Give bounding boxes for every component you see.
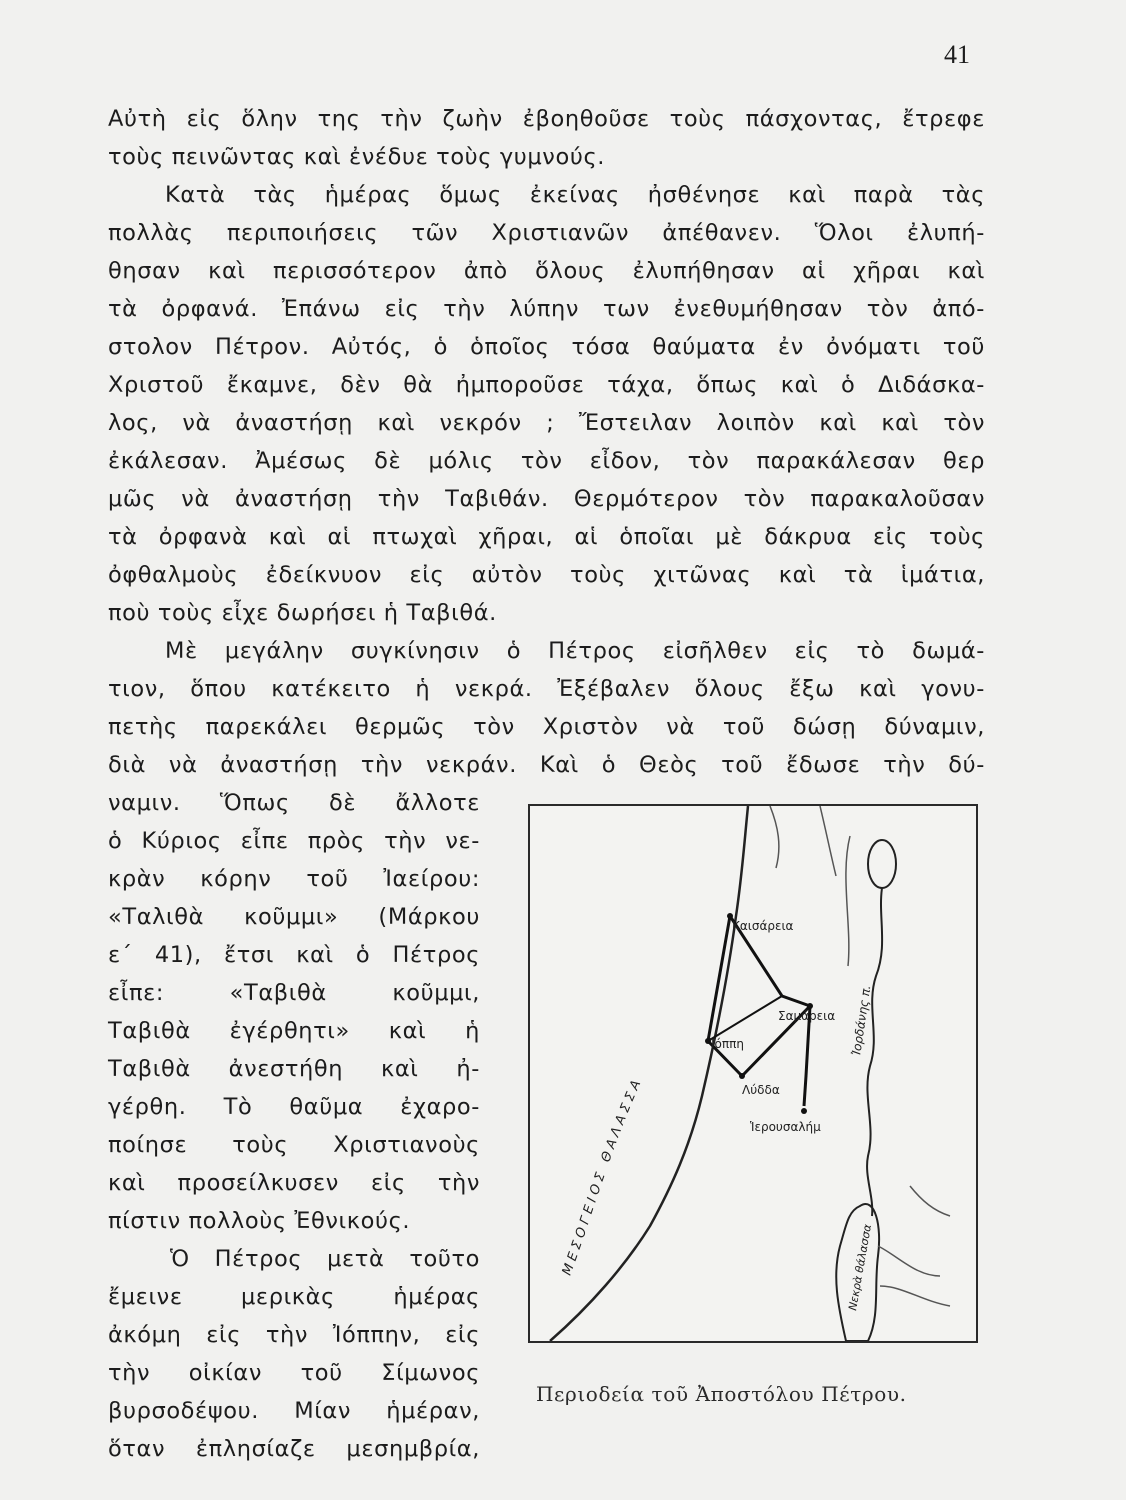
text-line: θησαν καὶ περισσότερον ἀπὸ ὅλους ἐλυπήθησαν αἱ χῆραι καὶ — [108, 258, 985, 284]
column-line: ὁ Κύριος εἶπε πρὸς τὴν νε- — [108, 828, 480, 854]
text-line: Αὐτὴ εἰς ὅλην της τὴν ζωὴν ἐβοηθοῦσε τοὺς πάσχοντας, ἔτρεφε — [108, 106, 985, 132]
column-line: ε΄ 41), ἔτσι καὶ ὁ Πέτρος — [108, 942, 480, 968]
column-line: εἶπε: «Ταβιθὰ κοῦμμι, — [108, 980, 480, 1006]
column-line: Ταβιθὰ ἐγέρθητι» καὶ ἡ — [108, 1018, 480, 1044]
column-line: ἔμεινε μερικὰς ἡμέρας — [108, 1284, 480, 1310]
text-line: μῶς νὰ ἀναστήσῃ τὴν Ταβιθάν. Θερμότερον τὸν παρακαλοῦσαν — [108, 486, 985, 512]
column-line: γέρθη. Τὸ θαῦμα ἐχαρο- — [108, 1094, 480, 1120]
text-line: Μὲ μεγάλην συγκίνησιν ὁ Πέτρος εἰσῆλθεν εἰς τὸ δωμά- — [165, 638, 985, 664]
text-line: ὀφθαλμοὺς ἐδείκνυον εἰς αὐτὸν τοὺς χιτῶνας καὶ τὰ ἱμάτια, — [108, 562, 985, 588]
route-map — [528, 804, 978, 1343]
column-line: πίστιν πολλοὺς Ἐθνικούς. — [108, 1208, 411, 1234]
text-line: ποὺ τοὺς εἶχε δωρήσει ἡ Ταβιθά. — [108, 600, 497, 626]
column-line: βυρσοδέψου. Μίαν ἡμέραν, — [108, 1398, 480, 1424]
text-line: στολον Πέτρον. Αὐτός, ὁ ὁποῖος τόσα θαύματα ἐν ὀνόματι τοῦ — [108, 334, 985, 360]
stream — [910, 1186, 950, 1216]
stream — [770, 806, 779, 868]
stream — [880, 1286, 950, 1306]
jordan-river — [867, 888, 882, 1216]
column-line: ἀκόμη εἰς τὴν Ἰόππην, εἰς — [108, 1322, 480, 1348]
text-line: τὰ ὀρφανά. Ἐπάνω εἰς τὴν λύπην των ἐνεθυμήθησαν τὸν ἀπό- — [108, 296, 985, 322]
text-line: Κατὰ τὰς ἡμέρας ὅμως ἐκείνας ἠσθένησε καὶ παρὰ τὰς — [165, 182, 985, 208]
text-line: τὰ ὀρφανὰ καὶ αἱ πτωχαὶ χῆραι, αἱ ὁποῖαι μὲ δάκρυα εἰς τοὺς — [108, 524, 985, 550]
column-line: ποίησε τοὺς Χριστιανοὺς — [108, 1132, 480, 1158]
place-dot — [801, 1108, 807, 1114]
text-line: τιον, ὅπου κατέκειτο ἡ νεκρά. Ἐξέβαλεν ὅλους ἔξω καὶ γονυ- — [108, 676, 985, 702]
text-line: λος, νὰ ἀναστήσῃ καὶ νεκρόν ; Ἔστειλαν λοιπὸν καὶ καὶ τὸν — [108, 410, 985, 436]
text-line: πετὴς παρεκάλει θερμῶς τὸν Χριστὸν νὰ τοῦ δώσῃ δύναμιν, — [108, 714, 985, 740]
text-line: τοὺς πεινῶντας καὶ ἐνέδυε τοὺς γυμνούς. — [108, 144, 606, 170]
column-line: ὅταν ἐπλησίαζε μεσημβρία, — [108, 1436, 480, 1462]
text-line: ἐκάλεσαν. Ἀμέσως δὲ μόλις τὸν εἶδον, τὸν παρακάλεσαν θερ — [108, 448, 985, 474]
sea-of-galilee — [868, 840, 896, 888]
text-line: πολλὰς περιποιήσεις τῶν Χριστιανῶν ἀπέθανεν. Ὅλοι ἐλυπή- — [108, 220, 985, 246]
column-line: καὶ προσείλκυσεν εἰς τὴν — [108, 1170, 480, 1196]
column-line: Ταβιθὰ ἀνεστήθη καὶ ἠ- — [108, 1056, 480, 1082]
map-caption: Περιοδεία τοῦ Ἀποστόλου Πέτρου. — [536, 1382, 907, 1406]
river-label: Ἰορδάνης π. — [849, 984, 874, 1057]
column-line: Ὁ Πέτρος μετὰ τοῦτο — [170, 1246, 480, 1272]
place-dot — [739, 1073, 745, 1079]
dead-sea-label: Νεκρὰ θάλασσα — [846, 1223, 875, 1312]
place-label: Καισάρεια — [732, 919, 794, 933]
text-line: Χριστοῦ ἔκαμνε, δὲν θὰ ἠμποροῦσε τάχα, ὅπως καὶ ὁ Διδάσκα- — [108, 372, 985, 398]
column-line: ναμιν. Ὅπως δὲ ἄλλοτε — [108, 790, 480, 816]
route-map-svg — [530, 806, 976, 1341]
place-label: Ἱερουσαλήμ — [750, 1120, 821, 1134]
column-line: τὴν οἰκίαν τοῦ Σίμωνος — [108, 1360, 480, 1386]
page-number: 41 — [944, 40, 970, 69]
stream — [820, 806, 836, 876]
place-label: Ἰόππη — [710, 1037, 744, 1051]
text-line: διὰ νὰ ἀναστήσῃ τὴν νεκράν. Καὶ ὁ Θεὸς τοῦ ἔδωσε τὴν δύ- — [108, 752, 985, 778]
column-line: «Ταλιθὰ κοῦμμι» (Μάρκου — [108, 904, 480, 930]
stream — [846, 836, 850, 966]
sea-label: ΜΕΣΟΓΕΙΟΣ ΘΑΛΑΣΣΑ — [559, 1074, 646, 1278]
place-label: Λύδδα — [742, 1083, 780, 1097]
stream — [878, 1246, 940, 1276]
column-line: κρὰν κόρην τοῦ Ἰαείρου: — [108, 866, 480, 892]
place-label: Σαμάρεια — [778, 1009, 836, 1023]
